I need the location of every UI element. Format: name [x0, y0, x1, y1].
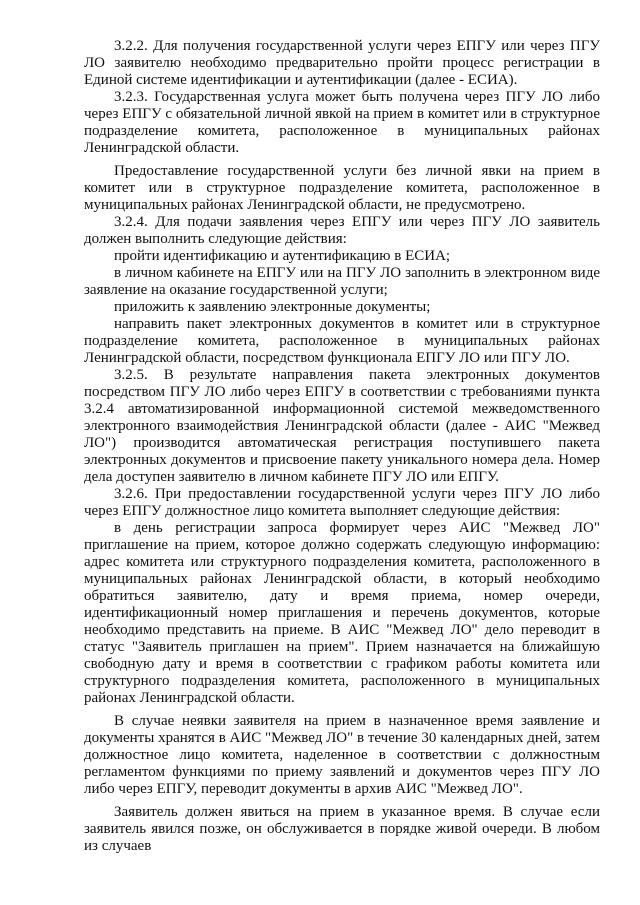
- paragraph-no-personal-visit: Предоставление государственной услуги без личной явки на прием в комитет или в структурное подразделение комитета, расположенное в муниципальных районах Ленинградской области, не предусмотрено.: [84, 163, 600, 213]
- list-item-esia: пройти идентификацию и аутентификацию в ЕСИА;: [114, 248, 451, 264]
- paragraph-3-2-2: 3.2.2. Для получения государственной услуги через ЕПГУ или через ПГУ ЛО заявителю необходимо предварительно пройти процесс регистрации в Единой системе идентификации и аутентификации (далее - ЕСИА).: [84, 38, 600, 88]
- list-item-fill-application: в личном кабинете на ЕПГУ или на ПГУ ЛО заполнить в электронном виде заявление на оказание государственной услуги;: [84, 265, 600, 298]
- paragraph-3-2-5: 3.2.5. В результате направления пакета электронных документов посредством ПГУ ЛО либо через ЕПГУ в соответствии с требованиями пункта 3.2.4 автоматизированной информационной системой межведомственного электронного взаимодействия Ленинградской области (далее - АИС "Межвед ЛО") производится автоматическая регистрация поступившего пакета электронных документов и присвоение пакету уникального номера дела. Номер дела доступен заявителю в личном кабинете ПГУ ЛО или ЕПГУ.: [84, 367, 600, 485]
- paragraph-appointment-time: Заявитель должен явиться на прием в указанное время. В случае если заявитель явился позже, он обслуживается в порядке живой очереди. В любом из случаев: [84, 804, 600, 854]
- list-item-send-package: направить пакет электронных документов в комитет или в структурное подразделение комитета, расположенное в муниципальных районах Ленинградской области, посредством функционала ЕПГУ ЛО или ПГУ ЛО.: [84, 316, 600, 366]
- paragraph-invitation: в день регистрации запроса формирует через АИС "Межвед ЛО" приглашение на прием, которое должно содержать следующую информацию: адрес комитета или структурного подразделения комитета, расположенного в муниципальных районах Ленинградской области, в который необходимо обратиться заявителю, дату и время приема, номер очереди, идентификационный номер приглашения и перечень документов, которые необходимо представить на приеме. В АИС "Межвед ЛО" дело переводит в статус "Заявитель приглашен на прием". Прием назначается на ближайшую свободную дату и время в соответствии с графиком работы комитета или структурного подразделения комитета, расположенного в муниципальных районах Ленинградской области.: [84, 520, 600, 706]
- paragraph-no-show: В случае неявки заявителя на прием в назначенное время заявление и документы хранятся в АИС "Межвед ЛО" в течение 30 календарных дней, затем должностное лицо комитета, наделенное в соответствии с должностным регламентом функциями по приему заявлений и документов через ПГУ ЛО либо через ЕПГУ, переводит документы в архив АИС "Межвед ЛО".: [84, 713, 600, 797]
- list-item-attach-documents: приложить к заявлению электронные документы;: [114, 299, 431, 315]
- document-body: [84, 38, 600, 855]
- paragraph-3-2-3: 3.2.3. Государственная услуга может быть получена через ПГУ ЛО либо через ЕПГУ с обязательной личной явкой на прием в комитет или в структурное подразделение комитета, расположенное в муниципальных районах Ленинградской области.: [84, 89, 600, 156]
- paragraph-3-2-4: 3.2.4. Для подачи заявления через ЕПГУ или через ПГУ ЛО заявитель должен выполнить следующие действия:: [84, 214, 600, 247]
- paragraph-3-2-6: 3.2.6. При предоставлении государственной услуги через ПГУ ЛО либо через ЕПГУ должностное лицо комитета выполняет следующие действия:: [84, 486, 600, 519]
